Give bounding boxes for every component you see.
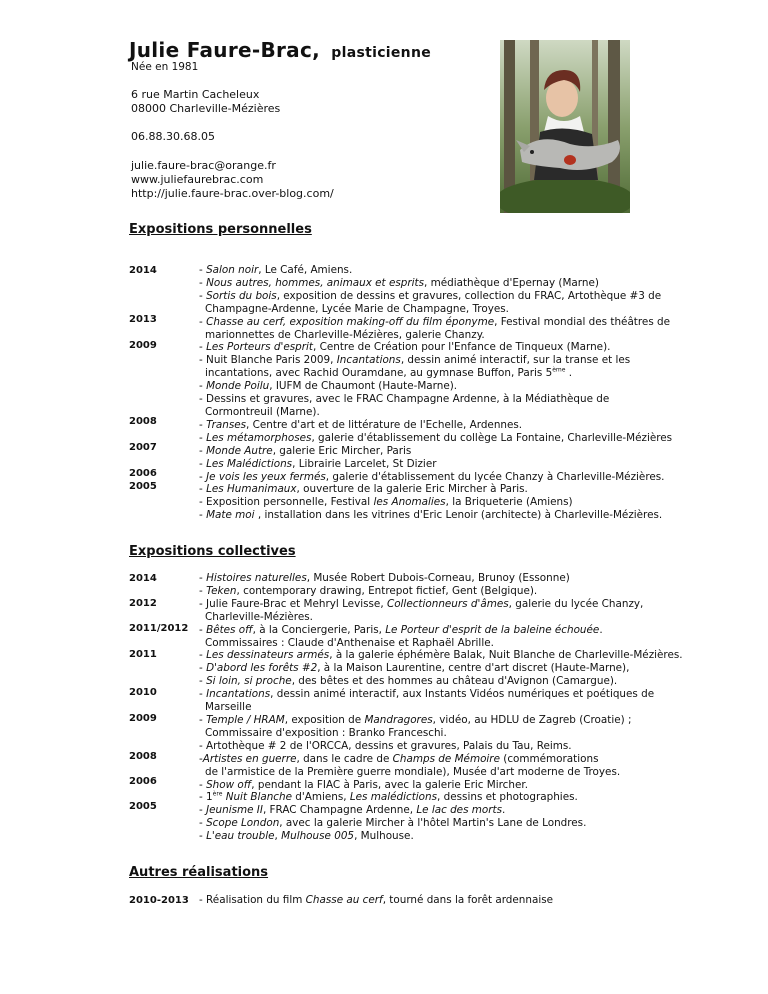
entry-text: - <box>199 264 207 276</box>
year-label: 2010 <box>129 687 157 698</box>
entry-title: Le Porteur d'esprit de la baleine échouée <box>385 623 600 636</box>
blog-link[interactable]: http://julie.faure-brac.over-blog.com/ <box>131 187 334 200</box>
year-label: 2007 <box>129 442 157 453</box>
entry-title: Collectionneurs d'âmes <box>386 597 509 610</box>
year-label: 2006 <box>129 776 157 787</box>
entry-text: , installation dans les vitrines d'Eric Lenoir (architecte) à Charleville-Mézières. <box>254 509 663 522</box>
entry-title: Transes <box>206 418 247 431</box>
entry-text: , des bêtes et des hommes au château d'Avignon (Camargue). <box>291 675 618 688</box>
entry-title: Chasse au cerf <box>305 894 383 906</box>
entry-text: - <box>199 662 207 675</box>
entry-title: Temple / HRAM <box>206 713 285 726</box>
year-label: 2006 <box>129 468 157 479</box>
entry-text: , dans le cadre de <box>296 752 393 765</box>
entry-text: , Centre de Création pour l'Enfance de Tinqueux (Marne). <box>312 341 611 354</box>
entry-line <box>199 572 719 585</box>
entry-title: Incantations <box>336 354 401 367</box>
year-label: 2005 <box>129 801 157 812</box>
entry-text: - <box>199 315 207 328</box>
other-entries <box>199 894 719 907</box>
entry-title: Chasse au cerf, exposition making-off du film éponyme <box>206 315 495 328</box>
entry-title: Scope London <box>206 817 280 830</box>
entry-text: Marseille <box>205 701 252 714</box>
entry-line <box>199 585 719 598</box>
entry-line <box>199 675 719 688</box>
entry-text: , à la Maison Laurentine, centre d'art discret (Haute-Marne), <box>317 662 630 675</box>
entry-line <box>199 714 719 727</box>
entry-text: - <box>199 276 207 289</box>
entry-line <box>199 406 719 419</box>
entry-text: , galerie du lycée Chanzy, <box>508 597 644 610</box>
entry-text: - <box>199 584 207 597</box>
entry-text: , vidéo, au HDLU de Zagreb (Croatie) ; <box>432 713 632 726</box>
entry-line <box>199 804 719 817</box>
entry-text: , Musée Robert Dubois-Corneau, Brunoy (Essonne) <box>306 572 570 584</box>
entry-text: . <box>599 623 603 636</box>
entry-text: - Artothèque # 2 de l'ORCCA, dessins et gravures, Palais du Tau, Reims. <box>199 739 572 752</box>
entry-line <box>199 277 719 290</box>
entry-line <box>199 419 719 432</box>
entry-title: L'eau trouble <box>206 830 275 843</box>
entry-text: - <box>199 431 207 444</box>
entry-text: , Librairie Larcelet, St Dizier <box>292 457 437 470</box>
entry-text: - Julie Faure-Brac et Mehryl Levisse, <box>199 597 387 610</box>
year-label: 2008 <box>129 751 157 762</box>
entry-line <box>199 701 719 714</box>
collective-entries <box>199 572 719 843</box>
phone-number: 06.88.30.68.05 <box>131 130 215 143</box>
entry-line <box>199 380 719 393</box>
entry-text: - <box>199 649 207 662</box>
portrait-photo <box>500 40 630 213</box>
year-label: 2008 <box>129 416 157 427</box>
year-label: 2009 <box>129 713 157 724</box>
entry-text: - <box>199 572 207 584</box>
entry-text: , exposition de dessins et gravures, collection du FRAC, Artothèque #3 de <box>276 289 662 302</box>
entry-text: , exposition de <box>284 713 365 726</box>
entry-text: - <box>199 675 207 688</box>
entry-text: , IUFM de Chaumont (Haute-Marne). <box>269 380 458 393</box>
entry-text: - <box>199 483 207 496</box>
entry-title: Mate moi <box>206 509 255 522</box>
year-label: 2011 <box>129 649 157 660</box>
artist-name-heading <box>129 38 431 62</box>
address-line-2: 08000 Charleville-Mézières <box>131 102 281 115</box>
entry-text: , galerie Eric Mircher, Paris <box>272 444 412 457</box>
entry-text: , Centre d'art et de littérature de l'Echelle, Ardennes. <box>246 418 523 431</box>
entry-title: Les Malédictions <box>206 457 293 470</box>
entry-line <box>199 624 719 637</box>
entry-text: , dessin animé interactif, sur la transe et les <box>400 354 631 367</box>
entry-text: - <box>199 380 207 393</box>
entry-text: - Dessins et gravures, avec le FRAC Champagne Ardenne, à la Médiathèque de <box>199 393 610 406</box>
entry-title: Les Humanimaux <box>206 483 297 496</box>
website-link[interactable]: www.juliefaurebrac.com <box>131 173 264 186</box>
entry-text: , Mulhouse. <box>354 830 414 843</box>
entry-text: , à la Conciergerie, Paris, <box>252 623 386 636</box>
entry-text: - <box>199 444 207 457</box>
entry-text: Champagne-Ardenne, Lycée Marie de Champagne, Troyes. <box>205 302 509 315</box>
entry-text: , la Briqueterie (Amiens) <box>445 496 573 509</box>
entry-line <box>199 496 719 509</box>
entry-text: - <box>199 341 207 354</box>
year-label: 2013 <box>129 314 157 325</box>
artist-name: Julie Faure-Brac, <box>129 38 321 62</box>
entry-line <box>199 458 719 471</box>
entry-title: Bêtes off <box>206 623 253 636</box>
year-label: 2012 <box>129 598 157 609</box>
entry-text: (commémorations <box>499 752 599 765</box>
entry-line <box>199 264 719 277</box>
entry-line <box>199 753 719 766</box>
entry-title: Si loin, si proche <box>206 675 292 688</box>
entry-text: - <box>199 830 207 843</box>
entry-line <box>199 817 719 830</box>
entry-text: - <box>199 752 203 765</box>
entry-text: - 1 <box>199 791 213 804</box>
entry-title: Salon noir <box>206 264 259 276</box>
entry-line <box>199 779 719 792</box>
year-label: 2014 <box>129 573 157 584</box>
entry-title: Le lac des morts <box>416 804 503 817</box>
entry-line <box>199 432 719 445</box>
entry-text: , dessin animé interactif, aux Instants Vidéos numériques et poétiques de <box>270 688 655 701</box>
entry-title: les Anomalies <box>373 496 446 509</box>
entry-text: . <box>502 804 506 817</box>
entry-line <box>199 316 719 329</box>
entry-title: Incantations <box>206 688 271 701</box>
entry-text: - Réalisation du film <box>199 894 306 906</box>
entry-text: - <box>199 688 207 701</box>
entry-text: - Exposition personnelle, Festival <box>199 496 374 509</box>
entry-text: , galerie d'établissement du lycée Chanzy à Charleville-Mézières. <box>325 470 665 483</box>
section-title-other: Autres réalisations <box>129 865 269 880</box>
entry-text: de l'armistice de la Première guerre mondiale), Musée d'art moderne de Troyes. <box>205 765 621 778</box>
entry-line <box>199 367 719 380</box>
entry-text: Commissaire d'exposition : Branko Franceschi. <box>205 726 447 739</box>
entry-line <box>199 649 719 662</box>
entry-text: - <box>199 470 207 483</box>
entry-title: Les métamorphoses <box>206 431 312 444</box>
entry-line <box>199 598 719 611</box>
entry-title: Artistes en guerre <box>202 752 297 765</box>
entry-title: Les dessinateurs armés <box>206 649 330 662</box>
entry-title: Sortis du bois <box>206 289 277 302</box>
entry-title: Mulhouse 005 <box>281 830 355 843</box>
entry-line <box>199 471 719 484</box>
entry-text: - <box>199 457 207 470</box>
entry-text: . <box>565 367 573 380</box>
entry-text: - <box>199 713 207 726</box>
entry-title: Nous autres, hommes, animaux et esprits <box>206 276 424 289</box>
entry-text: , avec la galerie Mircher à l'hôtel Martin's Lane de Londres. <box>279 817 587 830</box>
entry-title: Show off <box>206 778 252 791</box>
entry-text: , tourné dans la forêt ardennaise <box>382 894 554 906</box>
entry-text: Charleville-Mézières. <box>205 610 313 623</box>
year-label: 2010-2013 <box>129 895 189 906</box>
entry-title: Monde Autre <box>206 444 273 457</box>
entry-line <box>199 445 719 458</box>
entry-title: Nuit Blanche <box>225 791 292 804</box>
entry-text: - <box>199 804 207 817</box>
entry-text: Commissaires : Claude d'Anthenaise et Raphaël Abrille. <box>205 636 494 649</box>
entry-text: - <box>199 817 207 830</box>
entry-superscript: ère <box>212 790 223 798</box>
entry-line <box>199 393 719 406</box>
entry-text: , ouverture de la galerie Eric Mircher à Paris. <box>296 483 528 496</box>
entry-title: Les Porteurs d'esprit <box>206 341 313 354</box>
year-label: 2011/2012 <box>129 623 189 634</box>
entry-text: - <box>199 289 207 302</box>
entry-line <box>199 483 719 496</box>
entry-title: Champs de Mémoire <box>392 752 500 765</box>
entry-line <box>199 894 719 907</box>
entry-title: Monde Poilu <box>206 380 270 393</box>
entry-line <box>199 637 719 650</box>
entry-title: Mandragores <box>364 713 433 726</box>
entry-text: , galerie d'établissement du collège La Fontaine, Charleville-Mézières <box>311 431 673 444</box>
entry-text: , dessins et photographies. <box>437 791 578 804</box>
entry-line <box>199 830 719 843</box>
entry-line <box>199 354 719 367</box>
entry-text: d'Amiens, <box>291 791 350 804</box>
entry-text: incantations, avec Rachid Ouramdane, au gymnase Buffon, Paris 5 <box>205 367 553 380</box>
year-label: 2009 <box>129 340 157 351</box>
entry-text: - <box>199 418 207 431</box>
entry-title: D'abord les forêts #2 <box>206 662 318 675</box>
entry-title: Histoires naturelles <box>206 572 307 584</box>
birth-line: Née en 1981 <box>131 61 199 73</box>
entry-title: Teken <box>206 584 237 597</box>
email-address[interactable]: julie.faure-brac@orange.fr <box>131 159 276 172</box>
entry-text: , contemporary drawing, Entrepot fictief, Gent (Belgique). <box>236 584 538 597</box>
personal-entries <box>199 264 719 522</box>
entry-title: Les malédictions <box>349 791 438 804</box>
entry-line <box>199 290 719 303</box>
entry-superscript: ème <box>552 366 566 374</box>
entry-line <box>199 727 719 740</box>
entry-text: - <box>199 778 207 791</box>
entry-title: Je vois les yeux fermés <box>206 470 326 483</box>
entry-text: , pendant la FIAC à Paris, avec la galerie Eric Mircher. <box>251 778 528 791</box>
entry-title: Jeunisme II <box>206 804 263 817</box>
entry-text: , FRAC Champagne Ardenne, <box>262 804 417 817</box>
entry-line <box>199 766 719 779</box>
entry-text: - Nuit Blanche Paris 2009, <box>199 354 337 367</box>
section-title-personal: Expositions personnelles <box>129 222 312 237</box>
entry-text: , Festival mondial des théâtres de <box>494 315 671 328</box>
entry-line <box>199 611 719 624</box>
entry-line <box>199 329 719 342</box>
entry-line <box>199 341 719 354</box>
entry-line <box>199 662 719 675</box>
entry-line <box>199 303 719 316</box>
artist-profession: plasticienne <box>331 45 432 61</box>
entry-text: marionnettes de Charleville-Mézières, galerie Chanzy. <box>205 328 485 341</box>
address-line-1: 6 rue Martin Cacheleux <box>131 88 260 101</box>
entry-text: - <box>199 509 207 522</box>
entry-line <box>199 688 719 701</box>
entry-text: , à la galerie éphémère Balak, Nuit Blanche de Charleville-Mézières. <box>329 649 683 662</box>
entry-line <box>199 740 719 753</box>
entry-text: , Le Café, Amiens. <box>258 264 353 276</box>
entry-line <box>199 509 719 522</box>
year-label: 2005 <box>129 481 157 492</box>
year-label: 2014 <box>129 265 157 276</box>
section-title-collective: Expositions collectives <box>129 544 296 559</box>
entry-text: , <box>274 830 282 843</box>
entry-text: , médiathèque d'Epernay (Marne) <box>424 276 599 289</box>
entry-line <box>199 791 719 804</box>
entry-text: Cormontreuil (Marne). <box>205 405 320 418</box>
entry-text: - <box>199 623 207 636</box>
